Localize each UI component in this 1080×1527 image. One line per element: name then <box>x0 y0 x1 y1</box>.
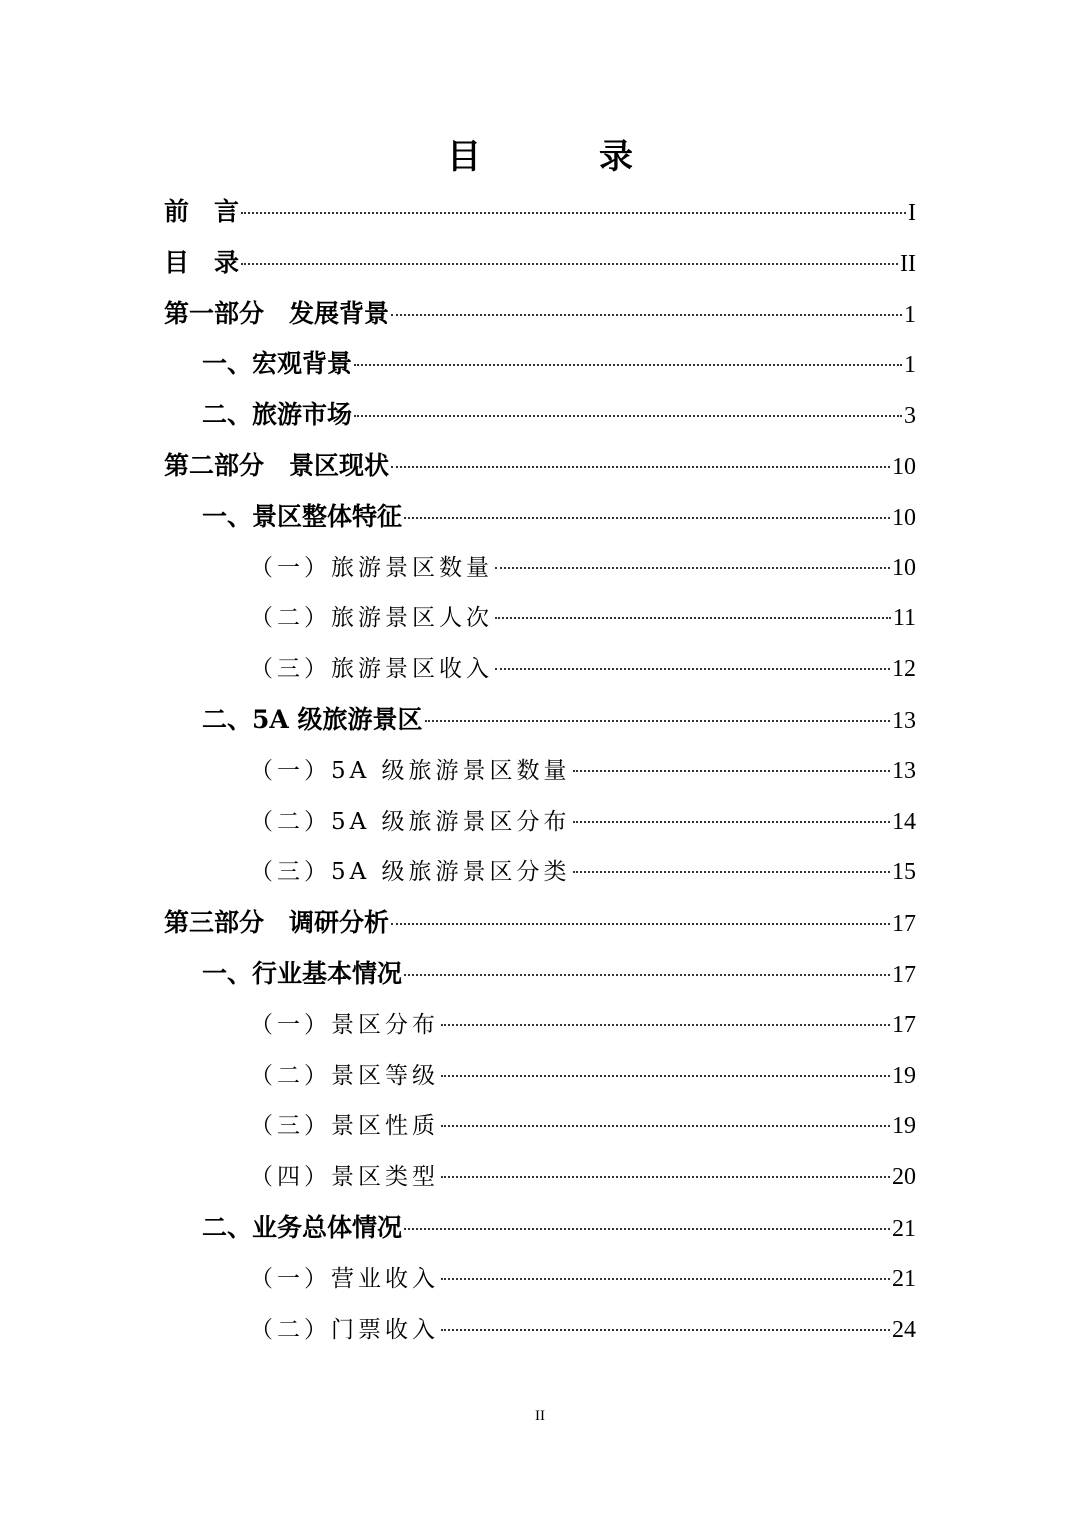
toc-entry-page: 11 <box>892 605 916 632</box>
toc-entry[interactable] <box>164 187 916 238</box>
toc-entry[interactable] <box>164 847 916 898</box>
toc-entry[interactable] <box>164 1051 916 1102</box>
toc-entry[interactable] <box>164 238 916 289</box>
toc-entry[interactable] <box>164 746 916 797</box>
toc-entry[interactable] <box>164 543 916 594</box>
toc-entry-page: 17 <box>892 911 916 938</box>
toc-entry[interactable] <box>164 1305 916 1356</box>
toc-entry[interactable] <box>164 289 916 340</box>
toc-leader-dots <box>441 1023 890 1026</box>
toc-leader-dots <box>573 870 890 873</box>
toc-entry-label: （一）旅游景区数量 <box>250 554 493 581</box>
toc-leader-dots <box>425 719 891 722</box>
toc-entry[interactable] <box>164 797 916 848</box>
toc-entry-page: 13 <box>892 757 916 784</box>
toc-entry-label: （二）旅游景区人次 <box>250 605 493 632</box>
toc-entry-label: 二、旅游市场 <box>202 400 353 430</box>
toc-leader-dots <box>495 566 890 569</box>
toc-leader-dots <box>573 769 890 772</box>
toc-entry-label: （一）景区分布 <box>250 1011 439 1038</box>
toc-entry-page: 17 <box>892 1011 916 1038</box>
toc-entry[interactable] <box>164 898 916 949</box>
toc-entry-page: 20 <box>892 1164 916 1191</box>
toc-entry-page: 24 <box>892 1316 916 1343</box>
toc-leader-dots <box>441 1074 890 1077</box>
toc-entry[interactable] <box>164 441 916 492</box>
toc-leader-dots <box>441 1277 890 1280</box>
toc-entry[interactable] <box>164 1101 916 1152</box>
page-title: 目 录 <box>447 137 675 177</box>
toc-entry-label: 一、宏观背景 <box>202 349 353 379</box>
toc-entry-label: 前 言 <box>164 197 240 226</box>
toc-entry-page: 3 <box>904 403 916 430</box>
toc-entry-page: 10 <box>892 554 916 581</box>
toc-entry-label: （三）旅游景区收入 <box>250 656 493 683</box>
toc-entry[interactable] <box>164 1254 916 1305</box>
toc-entry-page: 21 <box>892 1215 916 1242</box>
toc-entry[interactable] <box>164 695 916 746</box>
toc-entry[interactable] <box>164 339 916 390</box>
toc-entry[interactable] <box>164 949 916 1000</box>
toc-entry-page: 1 <box>904 301 916 328</box>
toc-entry[interactable] <box>164 1203 916 1254</box>
toc-entry-page: 17 <box>892 961 916 988</box>
toc-entry-page: 13 <box>892 707 916 734</box>
toc-entry-label: 第三部分 调研分析 <box>164 908 390 938</box>
toc-leader-dots <box>441 1175 890 1178</box>
toc-entry-page: 1 <box>904 352 916 379</box>
toc-leader-dots <box>391 313 902 316</box>
toc-leader-dots <box>495 616 891 619</box>
toc-entry-page: 21 <box>892 1265 916 1292</box>
toc-entry-label: 第二部分 景区现状 <box>164 450 390 480</box>
toc-leader-dots <box>404 516 890 519</box>
toc-entry-label: 二、5A 级旅游景区 <box>202 704 423 734</box>
toc-entry-page: I <box>908 200 916 226</box>
toc-entry-page: 10 <box>892 504 916 531</box>
toc-leader-dots <box>441 1124 890 1127</box>
toc-leader-dots <box>404 973 890 976</box>
toc-entry[interactable] <box>164 1152 916 1203</box>
toc-entry-label: （一）5A 级旅游景区数量 <box>250 757 571 784</box>
toc-entry-page: 14 <box>892 808 916 835</box>
toc-leader-dots <box>441 1328 890 1331</box>
toc-entry-page: 12 <box>892 656 916 683</box>
toc-entry[interactable] <box>164 593 916 644</box>
toc-entry-page: II <box>900 250 916 277</box>
toc-leader-dots <box>241 211 906 214</box>
toc-entry-label: （四）景区类型 <box>250 1164 439 1191</box>
toc-leader-dots <box>391 465 890 468</box>
toc-entry-label: 一、景区整体特征 <box>202 501 403 531</box>
toc-entry-label: （二）景区等级 <box>250 1062 439 1089</box>
toc-entry-label: （三）景区性质 <box>250 1113 439 1140</box>
toc-entry[interactable] <box>164 1000 916 1051</box>
toc-entry[interactable] <box>164 644 916 695</box>
toc-entry-label: （二）5A 级旅游景区分布 <box>250 808 571 835</box>
toc-leader-dots <box>354 363 902 366</box>
table-of-contents <box>164 187 916 1355</box>
toc-entry-label: 第一部分 发展背景 <box>164 298 390 328</box>
toc-leader-dots <box>495 667 890 670</box>
toc-entry-label: 一、行业基本情况 <box>202 958 403 988</box>
toc-entry-label: （二）门票收入 <box>250 1316 439 1343</box>
toc-entry[interactable] <box>164 390 916 441</box>
toc-leader-dots <box>391 922 890 925</box>
toc-leader-dots <box>241 262 898 265</box>
toc-leader-dots <box>573 820 890 823</box>
toc-entry-label: 二、业务总体情况 <box>202 1212 403 1242</box>
toc-entry[interactable] <box>164 492 916 543</box>
toc-entry-page: 19 <box>892 1113 916 1140</box>
toc-entry-label: （三）5A 级旅游景区分类 <box>250 859 571 886</box>
toc-entry-label: 目 录 <box>164 247 240 277</box>
toc-entry-page: 10 <box>892 453 916 480</box>
toc-entry-page: 15 <box>892 859 916 886</box>
toc-entry-page: 19 <box>892 1062 916 1089</box>
toc-leader-dots <box>404 1227 890 1230</box>
page-number: II <box>535 1408 545 1424</box>
toc-leader-dots <box>354 414 902 417</box>
toc-entry-label: （一）营业收入 <box>250 1265 439 1292</box>
